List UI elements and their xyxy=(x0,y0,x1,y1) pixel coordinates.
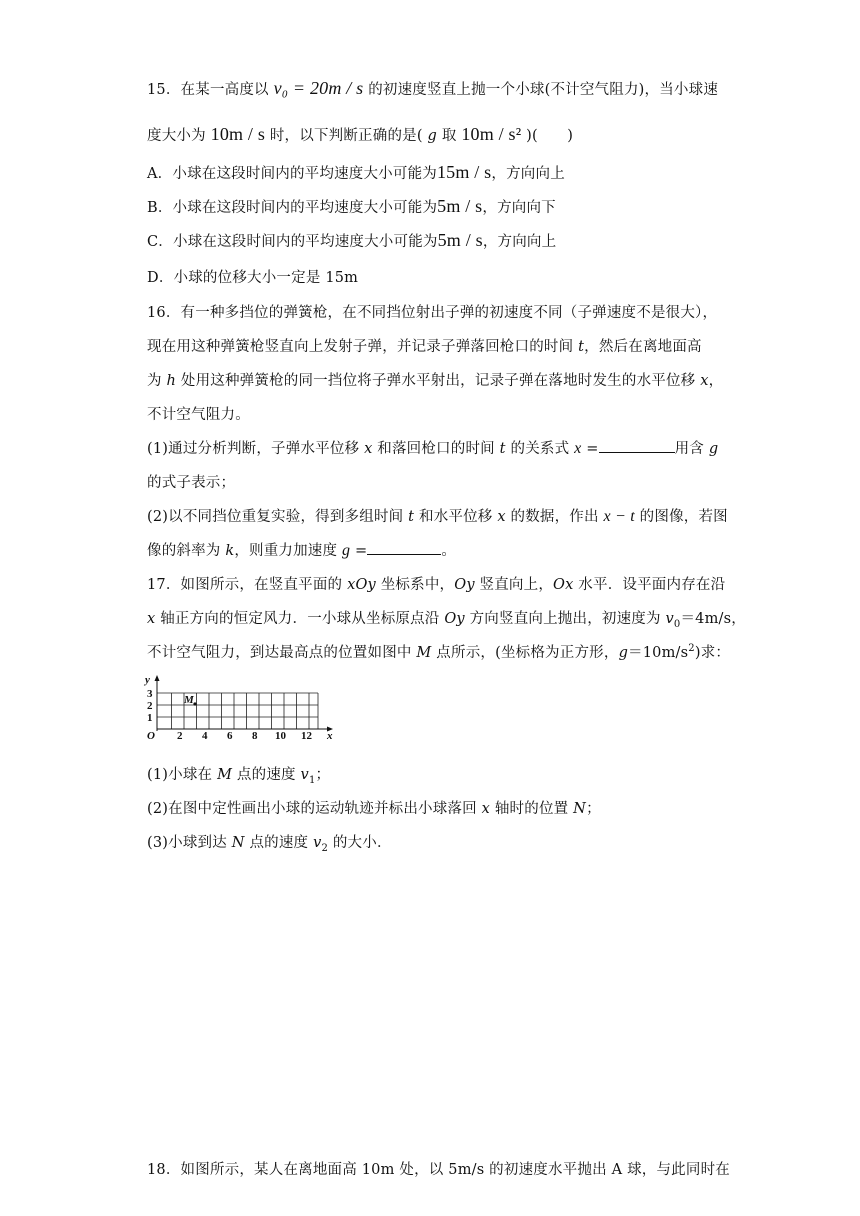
answer-blank-2[interactable] xyxy=(367,540,441,555)
q17-line-1 xyxy=(147,573,725,594)
q15-stem-start: 15．在某一高度以 xyxy=(147,82,269,98)
var-x: x xyxy=(147,611,156,627)
q17-sub-3 xyxy=(147,831,392,854)
text: 坐标系中， xyxy=(375,577,455,593)
text: (1)小球在 xyxy=(147,767,218,783)
text: 轴正方向的恒定风力．一小球从坐标原点沿 xyxy=(155,611,445,627)
option-value: 5m / s xyxy=(437,196,483,216)
var-k: k xyxy=(225,543,235,559)
subscript: 2 xyxy=(321,842,329,854)
y-axis-label: y xyxy=(145,674,150,686)
var-v: v xyxy=(665,611,674,627)
x-tick-label: 12 xyxy=(301,730,312,742)
text: 和水平位移 xyxy=(414,509,498,525)
var-xoy: xOy xyxy=(347,577,376,593)
q15-stem-part: 取 xyxy=(441,128,457,144)
equals: = xyxy=(350,543,368,559)
q16-line-1: 16．有一种多挡位的弹簧枪，在不同挡位射出子弹的初速度不同（子弹速度不是很大）， xyxy=(147,305,718,321)
y-axis-arrow xyxy=(155,675,160,681)
text: 像的斜率为 xyxy=(147,543,226,559)
q15-option-d: D．小球的位移大小一定是 15m xyxy=(147,270,359,286)
text: 的大小． xyxy=(328,835,392,851)
text: ＝10m/s xyxy=(628,645,689,661)
option-value: 15m / s xyxy=(436,162,492,182)
q15-line-1 xyxy=(147,78,718,99)
option-tail: ，方向向下 xyxy=(482,200,556,216)
point-m-marker xyxy=(193,702,196,705)
text: 点所示，(坐标格为正方形， xyxy=(431,645,619,661)
text: ，然后在离地面高 xyxy=(584,339,702,355)
text: 点的速度 xyxy=(244,835,314,851)
var-g: g xyxy=(342,542,351,559)
option-text: B．小球在这段时间内的平均速度大小可能为 xyxy=(147,200,438,216)
text: (2)在图中定性画出小球的运动轨迹并标出小球落回 xyxy=(147,801,482,817)
text: 竖直向上， xyxy=(474,577,554,593)
q15-option-a xyxy=(147,162,565,183)
point-m-label: M xyxy=(184,694,194,706)
q17-line-2 xyxy=(147,607,746,630)
q15-g-value: 10m / s² xyxy=(461,124,522,144)
text: 点的速度 xyxy=(232,767,301,783)
q16-sub-2 xyxy=(147,505,728,526)
var-v: v xyxy=(313,835,322,851)
answer-blank-1[interactable] xyxy=(599,438,675,453)
text: 的数据，作出 xyxy=(505,509,604,525)
option-text: C．小球在这段时间内的平均速度大小可能为 xyxy=(147,234,438,250)
q16-line-4: 不计空气阻力。 xyxy=(147,407,250,423)
subscript: 0 xyxy=(673,618,681,630)
q15-line-2 xyxy=(147,124,573,145)
q17-sub-1 xyxy=(147,763,330,786)
coordinate-grid-figure xyxy=(140,673,340,743)
var-oy: Oy xyxy=(454,577,475,593)
var-x: x xyxy=(700,373,709,389)
option-text: A．小球在这段时间内的平均速度大小可能为 xyxy=(147,166,437,182)
subscript: 1 xyxy=(308,774,316,786)
q15-g-symbol: g xyxy=(427,128,438,144)
q15-stem-end: )( ) xyxy=(526,128,574,144)
superscript: 2 xyxy=(688,643,695,655)
text: (2)以不同挡位重复实验，得到多组时间 xyxy=(147,509,409,525)
x-axis-label: x xyxy=(327,730,333,742)
x-tick-label: 2 xyxy=(177,730,183,742)
text: ； xyxy=(315,767,331,783)
text: 水平．设平面内存在沿 xyxy=(573,577,726,593)
text: 。 xyxy=(441,543,457,559)
x-tick-label: 6 xyxy=(227,730,233,742)
grid-lines xyxy=(157,693,318,729)
x-tick-label: 10 xyxy=(275,730,286,742)
text: ； xyxy=(586,801,601,817)
text: (1)通过分析判断，子弹水平位移 xyxy=(147,441,365,457)
q18-line-1: 18．如图所示，某人在离地面高 10m 处，以 5m/s 的初速度水平抛出 A 球，与此同时在 xyxy=(147,1162,730,1178)
q15-option-b xyxy=(147,196,556,217)
text: ＝4m/s， xyxy=(680,611,746,627)
equals: = xyxy=(581,441,599,457)
y-tick-label: 1 xyxy=(147,712,153,724)
option-value: 5m / s xyxy=(437,230,483,250)
option-tail: ，方向向上 xyxy=(482,234,557,250)
q16-line-6: 的式子表示； xyxy=(147,475,236,491)
text: 用含 xyxy=(674,441,709,457)
q15-stem-cont: 的初速度竖直上抛一个小球(不计空气阻力)，当小球速 xyxy=(368,82,719,98)
var-n: N xyxy=(231,835,245,851)
x-tick-label: 8 xyxy=(252,730,258,742)
text: 和落回枪口的时间 xyxy=(372,441,500,457)
text: 的关系式 xyxy=(505,441,575,457)
var-m: M xyxy=(416,645,432,661)
q17-line-3 xyxy=(147,641,730,662)
var-ox: Ox xyxy=(553,577,574,593)
option-tail: ，方向向上 xyxy=(491,166,565,182)
x-tick-label: 4 xyxy=(202,730,208,742)
text: 轴时的位置 xyxy=(490,801,574,817)
q16-line-8 xyxy=(147,539,456,560)
text: 现在用这种弹簧枪竖直向上发射子弹，并记录子弹落回枪口的时间 xyxy=(147,339,579,355)
q16-sub-1 xyxy=(147,437,718,458)
var-x: x xyxy=(497,509,506,525)
text: 方向竖直向上抛出，初速度为 xyxy=(464,611,666,627)
var-oy: Oy xyxy=(444,611,465,627)
var-h: h xyxy=(166,373,177,389)
text: (3)小球到达 xyxy=(147,835,232,851)
q15-option-c xyxy=(147,230,556,251)
var-t: t xyxy=(578,339,585,355)
text: 17．如图所示，在竖直平面的 xyxy=(147,577,348,593)
q15-stem-part: 时，以下判断正确的是( xyxy=(269,128,423,144)
var-x: x xyxy=(364,441,373,457)
text: 为 xyxy=(147,373,167,389)
var-t: t xyxy=(408,509,415,525)
var-m: M xyxy=(217,767,233,783)
text: ， xyxy=(708,373,724,389)
var-t: t xyxy=(499,441,506,457)
text: )求： xyxy=(694,645,731,661)
q15-speed: 10m / s xyxy=(210,124,266,144)
q15-v0-formula: v₀ = 20m / s xyxy=(273,78,364,98)
var-n: N xyxy=(573,801,587,817)
text: 的图像，若图 xyxy=(634,509,728,525)
var-g: g xyxy=(618,645,629,661)
var-x: x xyxy=(574,440,582,457)
text: 处用这种弹簧枪的同一挡位将子弹水平射出，记录子弹在落地时发生的水平位移 xyxy=(176,373,701,389)
formula-x-t: x − t xyxy=(603,508,635,525)
y-tick-label: 2 xyxy=(147,700,153,712)
var-g: g xyxy=(708,441,719,457)
q15-stem-part: 度大小为 xyxy=(147,128,206,144)
q16-line-2 xyxy=(147,335,702,356)
text: 不计空气阻力，到达最高点的位置如图中 xyxy=(147,645,417,661)
var-x: x xyxy=(481,801,491,817)
origin-label: O xyxy=(147,730,155,742)
y-tick-label: 3 xyxy=(147,688,153,700)
q17-sub-2 xyxy=(147,797,601,818)
var-v: v xyxy=(300,767,309,783)
q16-line-3 xyxy=(147,369,723,390)
text: ，则重力加速度 xyxy=(234,543,343,559)
